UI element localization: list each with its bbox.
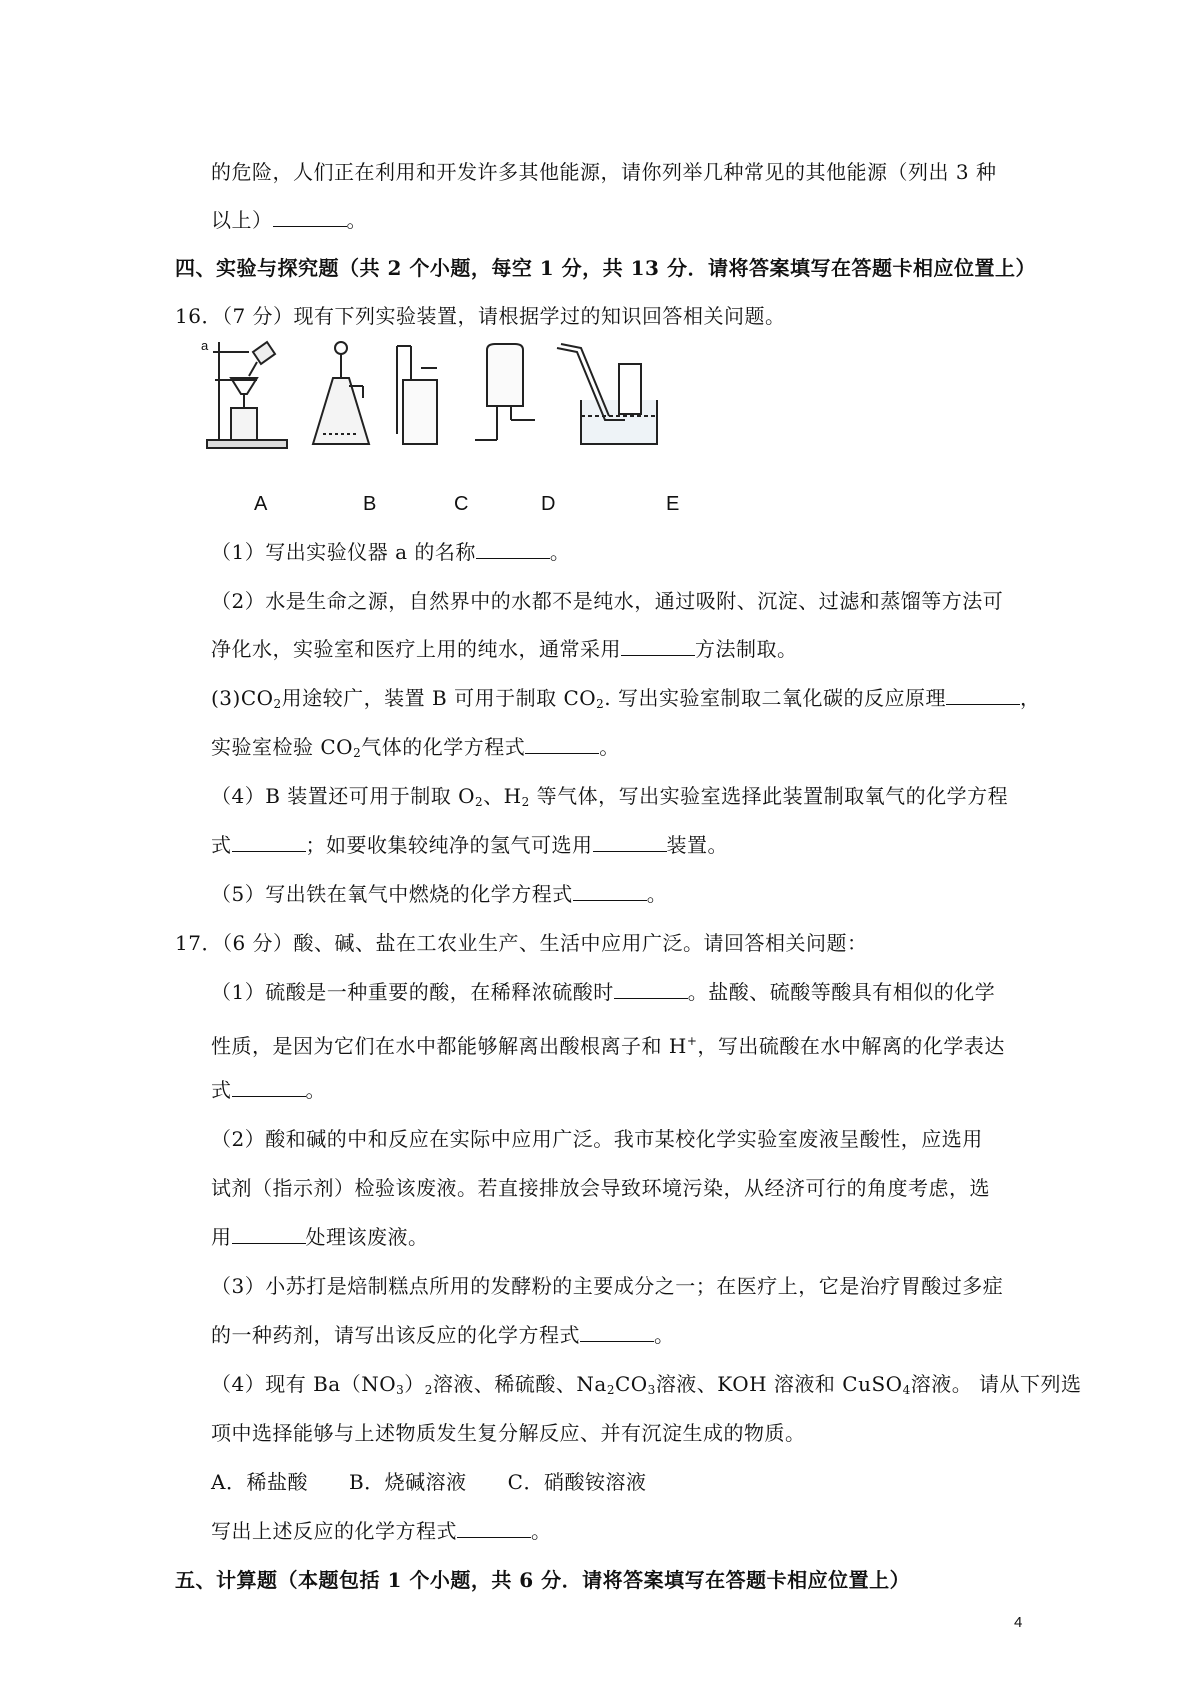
q16-part4-text: （4）B 装置还可用于制取 O: [211, 784, 476, 808]
answer-blank[interactable]: [593, 833, 667, 852]
q17-part4-text: （4）现有 Ba（NO: [211, 1372, 397, 1396]
q17-part2-text: 用: [211, 1225, 232, 1249]
q16-part1-end: 。: [549, 540, 571, 564]
q17-part3-line1: （3）小苏打是焙制糕点所用的发酵粉的主要成分之一；在医疗上，它是治疗胃酸过多症: [211, 1274, 1004, 1298]
q16-part1: [211, 540, 570, 564]
q17-part4-text: 写出上述反应的化学方程式: [211, 1519, 457, 1543]
q17-part4-text: 溶液、KOH 溶液和 CuSO: [655, 1372, 903, 1396]
apparatus-a-label: a: [201, 338, 209, 353]
answer-blank[interactable]: [273, 208, 347, 227]
answer-blank[interactable]: [614, 980, 688, 999]
q16-part4-text: 装置。: [666, 833, 728, 857]
q17-part1-line2: [211, 1029, 1005, 1058]
q16-part3-text: (3)CO: [211, 686, 274, 710]
answer-blank[interactable]: [232, 1225, 306, 1244]
subscript: 3: [396, 1383, 405, 1397]
q16-part2-text: 净化水，实验室和医疗上用的纯水，通常采用: [211, 637, 621, 661]
q17-part1-text: ，写出硫酸在水中解离的化学表达: [697, 1034, 1005, 1058]
subscript: 2: [424, 1383, 433, 1397]
apparatus-figure: [201, 338, 725, 460]
q17-part4-text: ）: [404, 1372, 425, 1396]
q17-part4-line4: [211, 1519, 552, 1543]
answer-blank[interactable]: [457, 1519, 531, 1538]
q16-part3-text: 用途较广，装置 B 可用于制取 CO: [281, 686, 597, 710]
figure-label-a: A: [254, 493, 268, 515]
q17-part1-line1: [211, 980, 995, 1004]
q16-part4-text: 、H: [483, 784, 522, 808]
q16-part4-text: 等气体，写出实验室选择此装置制取氧气的化学方程: [529, 784, 1009, 808]
subscript: 2: [606, 1383, 615, 1397]
subscript: 2: [273, 697, 282, 711]
subscript: 4: [902, 1383, 911, 1397]
q17-part1-text: 性质，是因为它们在水中都能够解离出酸根离子和 H: [211, 1034, 687, 1058]
answer-blank[interactable]: [946, 686, 1020, 705]
q17-part3-line2: [211, 1323, 675, 1347]
subscript: 2: [353, 746, 362, 760]
answer-blank[interactable]: [476, 540, 550, 559]
q16-part4-line1: [211, 784, 1008, 814]
answer-blank[interactable]: [525, 735, 599, 754]
q17-options: A．稀盐酸 B．烧碱溶液 C．硝酸铵溶液: [211, 1470, 647, 1494]
figure-label-c: C: [454, 493, 469, 515]
q16-part2-line2: [211, 637, 798, 661]
q17-part1-line3: [211, 1078, 326, 1102]
figure-label-e: E: [666, 493, 680, 515]
q16-part3-line1: [211, 686, 1041, 716]
figure-label-b: B: [363, 493, 377, 515]
apparatus-a-filtration: [207, 342, 287, 448]
q16-part4-text: 式: [211, 833, 232, 857]
q17-part4-text: CO: [614, 1372, 648, 1396]
section5-heading: 五、计算题（本题包括 1 个小题，共 6 分．请将答案填写在答题卡相应位置上）: [175, 1568, 911, 1592]
answer-blank[interactable]: [232, 1078, 306, 1097]
subscript: 2: [596, 697, 605, 711]
q16-part3-text: 实验室检验 CO: [211, 735, 354, 759]
q17-part3-text: 。: [654, 1323, 675, 1347]
q16-part4-text: ；如要收集较纯净的氢气可选用: [305, 833, 593, 857]
q16-part3-text: . 写出实验室制取二氧化碳的反应原理: [604, 686, 946, 710]
apparatus-e-trough: [557, 344, 657, 444]
page-number: 4: [1014, 1614, 1023, 1631]
q17-part1-text: 。盐酸、硫酸等酸具有相似的化学: [687, 980, 996, 1004]
subscript: 2: [521, 795, 530, 809]
apparatus-d-bottle: [475, 344, 535, 440]
q17-part1-text: （1）硫酸是一种重要的酸，在稀释浓硫酸时: [211, 980, 614, 1004]
q17-stem: 17．（6 分）酸、碱、盐在工农业生产、生活中应用广泛。请回答相关问题：: [175, 931, 868, 955]
q16-part5-end: 。: [646, 882, 668, 906]
answer-blank[interactable]: [573, 882, 647, 901]
section4-heading: 四、实验与探究题（共 2 个小题，每空 1 分，共 13 分．请将答案填写在答题卡相应位置上）: [175, 256, 1036, 280]
answer-blank[interactable]: [232, 833, 306, 852]
q17-part4-text: 溶液、稀硫酸、Na: [432, 1372, 607, 1396]
q15-line2: [211, 208, 367, 232]
q16-part5-text: （5）写出铁在氧气中燃烧的化学方程式: [211, 882, 573, 906]
apparatus-c-bottle: [397, 346, 437, 444]
q17-part2-text: 处理该废液。: [305, 1225, 429, 1249]
answer-blank[interactable]: [621, 637, 695, 656]
subscript: 3: [647, 1383, 656, 1397]
q16-part3-text: 气体的化学方程式: [361, 735, 526, 759]
q16-part5: [211, 882, 667, 906]
q16-part3-text: ，: [1020, 686, 1041, 710]
q17-part1-text: 。: [305, 1078, 326, 1102]
apparatus-b-flask: [313, 342, 369, 444]
q17-part2-line2: 试剂（指示剂）检验该废液。若直接排放会导致环境污染，从经济可行的角度考虑，选: [211, 1176, 990, 1200]
q16-part4-line2: [211, 833, 728, 857]
superscript: +: [686, 1034, 698, 1048]
q16-part1-text: （1）写出实验仪器 a 的名称: [211, 540, 476, 564]
q16-stem: 16．（7 分）现有下列实验装置，请根据学过的知识回答相关问题。: [175, 304, 786, 328]
q15-end: 。: [346, 208, 367, 232]
q17-part4-line2: 项中选择能够与上述物质发生复分解反应、并有沉淀生成的物质。: [211, 1421, 806, 1445]
q16-part2-end: 方法制取。: [695, 637, 798, 661]
q16-part3-line2: [211, 735, 620, 765]
q17-part2-line3: [211, 1225, 429, 1249]
q15-line1: 的危险，人们正在利用和开发许多其他能源，请你列举几种常见的其他能源（列出 3 种: [211, 160, 997, 184]
q16-part3-text: 。: [599, 735, 620, 759]
subscript: 2: [475, 795, 484, 809]
q17-part2-line1: （2）酸和碱的中和反应在实际中应用广泛。我市某校化学实验室废液呈酸性，应选用: [211, 1127, 983, 1151]
q17-part1-text: 式: [211, 1078, 232, 1102]
answer-blank[interactable]: [580, 1323, 654, 1342]
q16-part2-line1: （2）水是生命之源，自然界中的水都不是纯水，通过吸附、沉淀、过滤和蒸馏等方法可: [211, 589, 1004, 613]
figure-label-d: D: [541, 493, 556, 515]
q17-part4-line1: [211, 1372, 1082, 1402]
q15-text: 以上）: [211, 208, 273, 232]
q17-part4-text: 溶液。 请从下列选: [910, 1372, 1082, 1396]
q17-part3-text: 的一种药剂，请写出该反应的化学方程式: [211, 1323, 580, 1347]
q17-part4-text: 。: [531, 1519, 552, 1543]
